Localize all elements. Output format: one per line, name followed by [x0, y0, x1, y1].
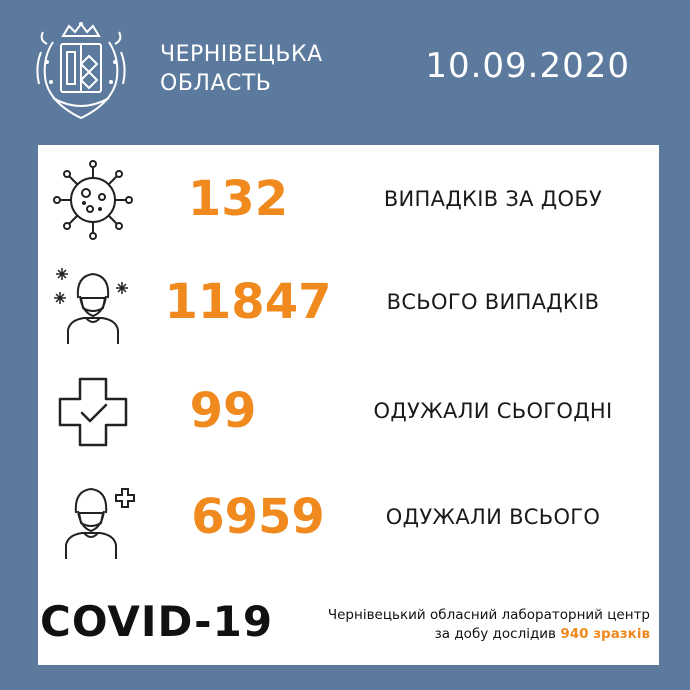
stat-row-recovered-total — [38, 463, 659, 573]
header — [0, 0, 690, 140]
report-date: 10.09.2020 — [425, 46, 630, 86]
stat-row-total-cases — [38, 248, 659, 358]
coat-of-arms-icon — [33, 22, 129, 122]
lab-note — [290, 606, 650, 644]
region-line1: ЧЕРНІВЕЦЬКА — [160, 42, 323, 67]
stat-value: 11847 — [164, 274, 332, 330]
stat-label: ОДУЖАЛИ СЬОГОДНІ — [373, 399, 613, 423]
covid-title: COVID-19 — [40, 597, 274, 646]
stat-row-daily-cases — [38, 145, 659, 255]
stat-label: ВСЬОГО ВИПАДКІВ — [386, 290, 600, 314]
stats-card — [38, 145, 659, 665]
lab-note-line1: Чернівецький обласний лабораторний центр — [327, 607, 650, 623]
virus-icon — [48, 155, 138, 245]
masked-person-icon — [48, 258, 138, 348]
stat-value: 99 — [189, 383, 257, 439]
region-title — [160, 40, 323, 98]
stat-row-recovered-today — [38, 357, 659, 467]
stat-label: ОДУЖАЛИ ВСЬОГО — [385, 505, 601, 529]
stat-value: 6959 — [191, 489, 325, 545]
lab-note-line2 — [290, 625, 650, 644]
stat-value: 132 — [187, 171, 289, 227]
samples-count: 940 зразків — [560, 626, 650, 642]
region-line2: ОБЛАСТЬ — [160, 71, 272, 96]
stat-label: ВИПАДКІВ ЗА ДОБУ — [383, 187, 603, 211]
lab-note-prefix: за добу дослідив — [434, 626, 557, 642]
recovered-person-icon — [48, 473, 138, 563]
